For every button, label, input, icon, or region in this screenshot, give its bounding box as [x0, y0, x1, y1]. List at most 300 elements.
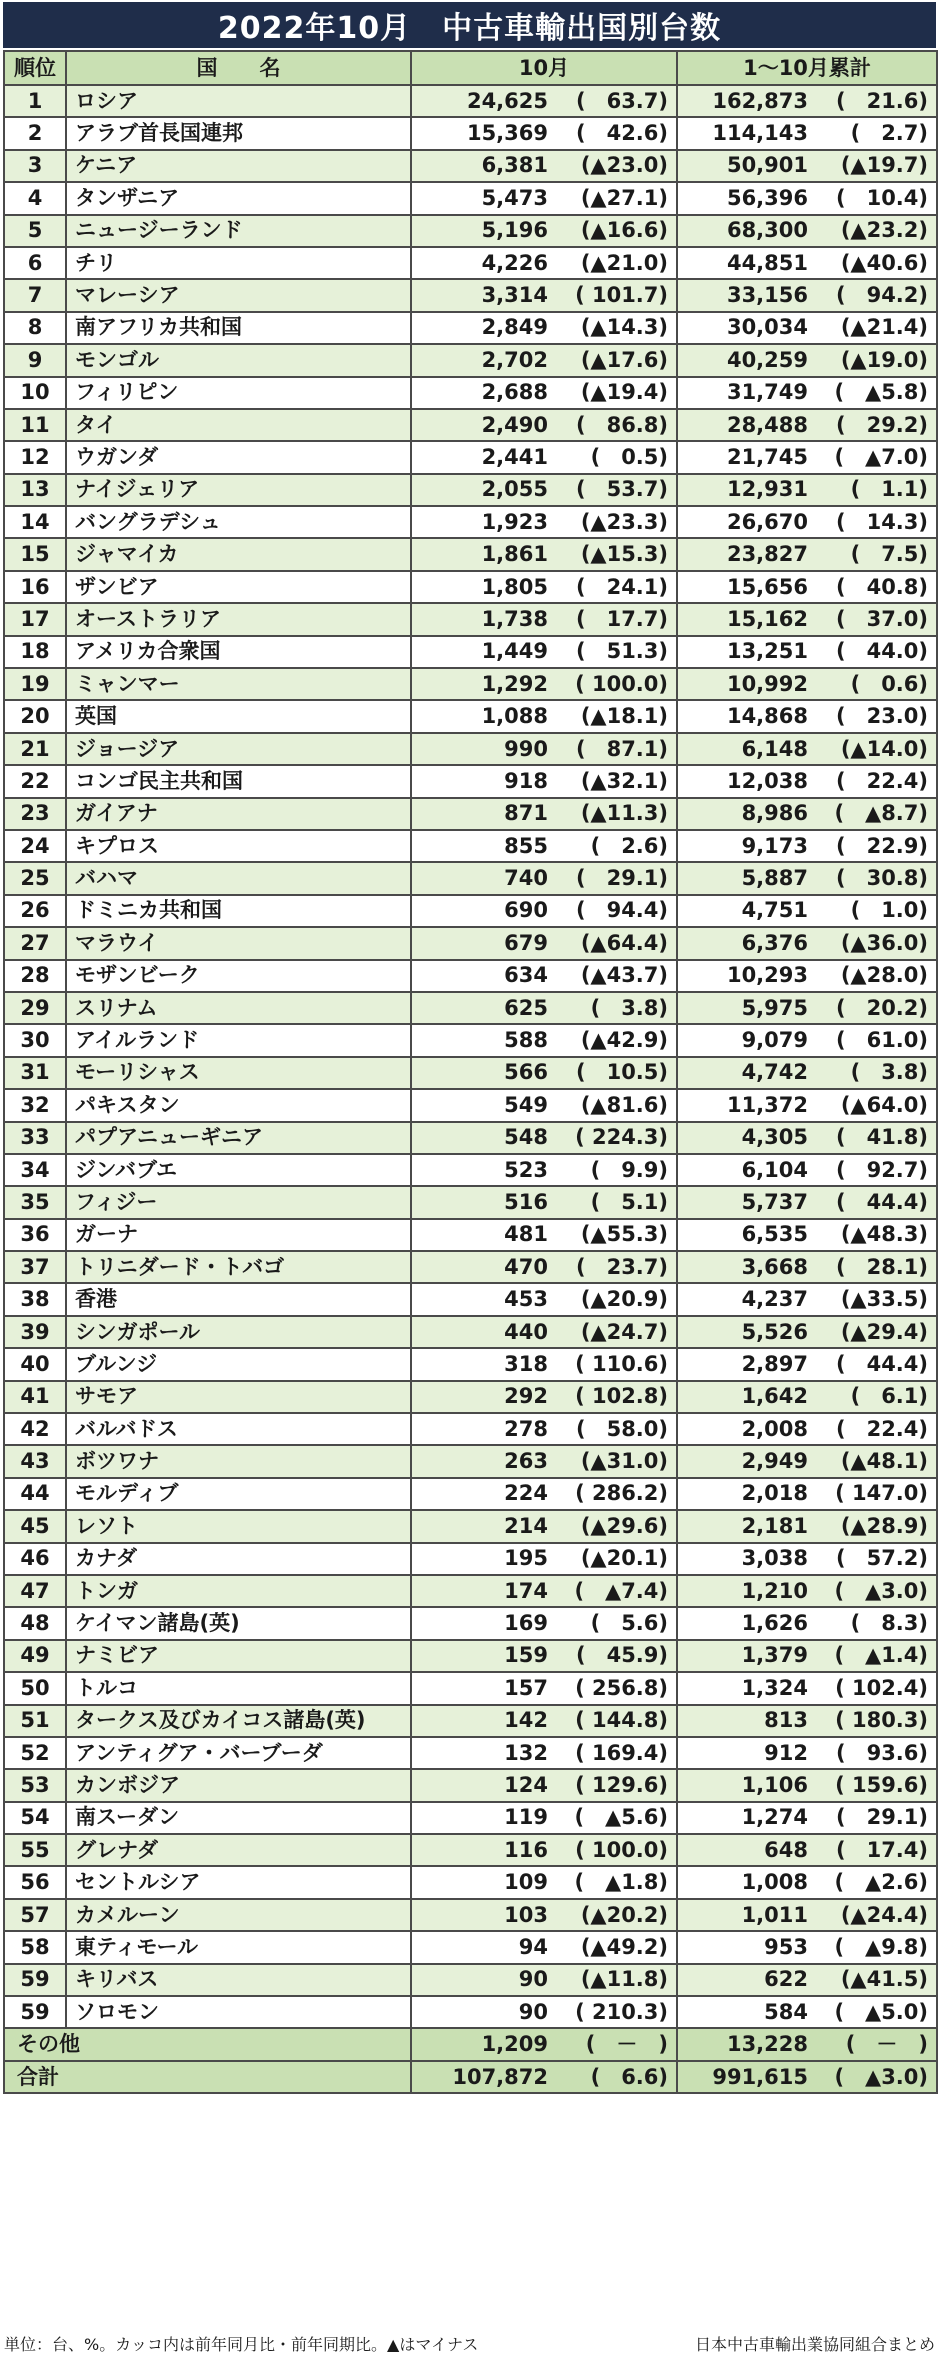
country-cell: ジンバブエ [66, 1154, 411, 1186]
country-cell: ジョージア [66, 733, 411, 765]
month-change: (▲19.4) [580, 380, 668, 405]
header-country: 国 名 [66, 51, 411, 85]
rank-cell: 54 [4, 1802, 66, 1834]
country-cell: ガイアナ [66, 798, 411, 830]
month-change: (▲64.4) [580, 930, 668, 955]
country-cell: フィリピン [66, 377, 411, 409]
month-value: 2,702 [481, 347, 548, 372]
ytd-change: ( 57.2) [835, 1546, 928, 1571]
ytd-change: (▲19.0) [840, 347, 928, 372]
month-change: ( 29.1) [575, 866, 668, 891]
ytd-change: (▲64.0) [840, 1092, 928, 1117]
rank-cell: 47 [4, 1575, 66, 1607]
ytd-value: 162,873 [712, 88, 808, 113]
month-value: 740 [504, 866, 548, 891]
country-cell: チリ [66, 247, 411, 279]
month-cell [411, 150, 677, 182]
rank-cell: 18 [4, 636, 66, 668]
month-value: 103 [504, 1902, 548, 1927]
table-row [4, 571, 937, 603]
export-ranking-table [3, 50, 938, 2094]
month-cell [411, 1672, 677, 1704]
ytd-change: ( 2.7) [850, 121, 928, 146]
ytd-cell [677, 117, 937, 149]
rank-cell: 22 [4, 765, 66, 797]
month-cell [411, 538, 677, 570]
month-change: ( 58.0) [575, 1416, 668, 1441]
ytd-change: ( 1.1) [850, 477, 928, 502]
month-value: 690 [504, 898, 548, 923]
month-cell [411, 441, 677, 473]
ytd-value: 44,851 [726, 250, 808, 275]
ytd-value: 912 [764, 1740, 808, 1765]
month-change: (▲32.1) [580, 768, 668, 793]
rank-cell: 53 [4, 1769, 66, 1801]
ytd-value: 953 [764, 1934, 808, 1959]
ytd-value: 1,642 [741, 1384, 808, 1409]
month-cell [411, 830, 677, 862]
ytd-value: 28,488 [726, 412, 808, 437]
month-change: ( 53.7) [575, 477, 668, 502]
month-cell [411, 1607, 677, 1639]
footer [4, 2332, 935, 2354]
country-cell: ブルンジ [66, 1348, 411, 1380]
table-row [4, 992, 937, 1024]
month-cell [411, 1478, 677, 1510]
month-value: 124 [504, 1773, 548, 1797]
ytd-value: 6,376 [741, 930, 808, 955]
rank-cell: 41 [4, 1381, 66, 1413]
ytd-cell [677, 506, 937, 538]
rank-cell: 37 [4, 1251, 66, 1283]
rank-cell: 32 [4, 1089, 66, 1121]
ytd-change: (▲29.4) [840, 1319, 928, 1344]
month-cell [411, 506, 677, 538]
month-value: 1,738 [481, 606, 548, 631]
country-cell: カメルーン [66, 1899, 411, 1931]
ytd-change: (▲48.1) [840, 1449, 928, 1474]
rank-cell: 46 [4, 1543, 66, 1575]
ytd-value: 584 [764, 1999, 808, 2024]
ytd-cell [677, 1543, 937, 1575]
table-row [4, 1024, 937, 1056]
page-title: 2022年10月 中古車輸出国別台数 [3, 2, 936, 48]
month-value: 1,861 [481, 542, 548, 567]
ytd-change: ( 22.4) [835, 768, 928, 793]
month-value: 24,625 [466, 88, 548, 113]
rank-cell: 23 [4, 798, 66, 830]
country-cell: オーストラリア [66, 603, 411, 635]
ytd-cell [677, 441, 937, 473]
ytd-value: 3,038 [741, 1546, 808, 1571]
month-change: (▲31.0) [580, 1449, 668, 1474]
month-value: 174 [504, 1578, 548, 1603]
month-change: ( 86.8) [575, 412, 668, 437]
month-cell [411, 1154, 677, 1186]
ytd-cell [677, 1154, 937, 1186]
month-value: 90 [518, 1967, 548, 1992]
table-row [4, 215, 937, 247]
country-cell: カナダ [66, 1543, 411, 1575]
ytd-cell [677, 1899, 937, 1931]
table-row [4, 506, 937, 538]
table-row [4, 1672, 937, 1704]
ytd-change: ( 61.0) [835, 1028, 928, 1053]
table-row [4, 1445, 937, 1477]
total-month-value: 107,872 [452, 2064, 548, 2089]
month-value: 1,805 [481, 574, 548, 599]
ytd-value: 9,079 [741, 1028, 808, 1053]
ytd-cell [677, 279, 937, 311]
month-cell [411, 1413, 677, 1445]
ytd-value: 15,162 [726, 606, 808, 631]
rank-cell: 3 [4, 150, 66, 182]
ytd-value: 648 [764, 1837, 808, 1862]
month-change: (▲16.6) [580, 218, 668, 243]
month-cell [411, 215, 677, 247]
ytd-change: ( 10.4) [835, 185, 928, 210]
rank-cell: 4 [4, 182, 66, 214]
rank-cell: 19 [4, 668, 66, 700]
month-value: 523 [504, 1157, 548, 1182]
month-value: 1,923 [481, 509, 548, 534]
country-cell: アンティグア・バーブーダ [66, 1737, 411, 1769]
month-cell [411, 862, 677, 894]
ytd-value: 33,156 [726, 283, 808, 308]
month-value: 918 [504, 768, 548, 793]
ytd-change: ( 22.9) [835, 833, 928, 858]
month-value: 625 [504, 995, 548, 1020]
month-change: ( 0.5) [590, 444, 668, 469]
table-row [4, 1510, 937, 1542]
ytd-cell [677, 571, 937, 603]
month-value: 440 [504, 1319, 548, 1344]
ytd-cell [677, 1348, 937, 1380]
month-change: ( 101.7) [575, 283, 668, 308]
ytd-value: 5,737 [741, 1189, 808, 1214]
rank-cell: 42 [4, 1413, 66, 1445]
ytd-cell [677, 1186, 937, 1218]
ytd-change: ( 159.6) [835, 1773, 928, 1797]
month-cell [411, 247, 677, 279]
country-cell: 南スーダン [66, 1802, 411, 1834]
ytd-value: 5,526 [741, 1319, 808, 1344]
month-change: ( 129.6) [575, 1773, 668, 1797]
rank-cell: 5 [4, 215, 66, 247]
table-row [4, 1931, 937, 1963]
ytd-change: ( 92.7) [835, 1157, 928, 1182]
month-value: 1,292 [481, 671, 548, 696]
rank-cell: 43 [4, 1445, 66, 1477]
month-change: (▲18.1) [580, 704, 668, 729]
ytd-change: (▲21.4) [840, 315, 928, 340]
month-value: 90 [518, 1999, 548, 2024]
month-value: 195 [504, 1546, 548, 1571]
ytd-change: ( 180.3) [835, 1708, 928, 1733]
ytd-value: 40,259 [726, 347, 808, 372]
month-cell [411, 765, 677, 797]
country-cell: パプアニューギニア [66, 1122, 411, 1154]
ytd-value: 26,670 [726, 509, 808, 534]
ytd-value: 12,038 [726, 768, 808, 793]
rank-cell: 26 [4, 895, 66, 927]
ytd-cell [677, 765, 937, 797]
ytd-value: 50,901 [726, 153, 808, 178]
rank-cell: 59 [4, 1996, 66, 2028]
others-month-cell [411, 2028, 677, 2060]
month-change: ( 169.4) [575, 1740, 668, 1765]
ytd-cell [677, 733, 937, 765]
ytd-cell [677, 1769, 937, 1801]
ytd-change: ( 44.4) [835, 1189, 928, 1214]
country-cell: 東ティモール [66, 1931, 411, 1963]
ytd-value: 6,535 [741, 1222, 808, 1247]
total-month-cell [411, 2061, 677, 2093]
ytd-value: 6,148 [741, 736, 808, 761]
ytd-cell [677, 1672, 937, 1704]
rank-cell: 50 [4, 1672, 66, 1704]
month-change: ( 63.7) [575, 88, 668, 113]
table-row [4, 150, 937, 182]
ytd-change: ( 28.1) [835, 1254, 928, 1279]
ytd-cell [677, 1251, 937, 1283]
rank-cell: 33 [4, 1122, 66, 1154]
ytd-change: (▲24.4) [840, 1902, 928, 1927]
month-value: 278 [504, 1416, 548, 1441]
ytd-value: 1,324 [741, 1675, 808, 1700]
ytd-change: ( 37.0) [835, 606, 928, 631]
rank-cell: 52 [4, 1737, 66, 1769]
month-cell [411, 603, 677, 635]
ytd-cell [677, 1122, 937, 1154]
table-row [4, 1381, 937, 1413]
month-value: 2,688 [481, 380, 548, 405]
month-change: (▲42.9) [580, 1028, 668, 1053]
ytd-change: ( ▲2.6) [834, 1870, 928, 1895]
month-cell [411, 1510, 677, 1542]
month-value: 516 [504, 1189, 548, 1214]
month-cell [411, 1219, 677, 1251]
ytd-change: ( 8.3) [850, 1611, 928, 1636]
country-cell: ニュージーランド [66, 215, 411, 247]
rank-cell: 44 [4, 1478, 66, 1510]
country-cell: ソロモン [66, 1996, 411, 2028]
rank-cell: 31 [4, 1057, 66, 1089]
ytd-change: ( 0.6) [850, 671, 928, 696]
month-change: ( ▲5.6) [574, 1805, 668, 1830]
month-value: 2,441 [481, 444, 548, 469]
month-cell [411, 1964, 677, 1996]
country-cell: ウガンダ [66, 441, 411, 473]
ytd-change: ( ▲5.8) [834, 380, 928, 405]
month-value: 15,369 [466, 121, 548, 146]
table-row [4, 1089, 937, 1121]
ytd-change: ( 23.0) [835, 704, 928, 729]
ytd-value: 5,975 [741, 995, 808, 1020]
country-cell: ナイジェリア [66, 474, 411, 506]
month-change: (▲29.6) [580, 1513, 668, 1538]
ytd-change: ( ▲7.0) [834, 444, 928, 469]
ytd-value: 813 [764, 1708, 808, 1733]
ytd-value: 3,668 [741, 1254, 808, 1279]
month-value: 453 [504, 1287, 548, 1312]
ytd-cell [677, 992, 937, 1024]
month-change: ( 9.9) [590, 1157, 668, 1182]
country-cell: モザンビーク [66, 960, 411, 992]
month-cell [411, 1931, 677, 1963]
month-change: (▲23.0) [580, 153, 668, 178]
country-cell: タンザニア [66, 182, 411, 214]
total-ytd-change: ( ▲3.0) [834, 2064, 928, 2089]
country-cell: モーリシャス [66, 1057, 411, 1089]
table-row [4, 247, 937, 279]
ytd-change: (▲41.5) [840, 1967, 928, 1992]
month-value: 1,449 [481, 639, 548, 664]
month-change: (▲43.7) [580, 963, 668, 988]
ytd-change: ( 21.6) [835, 88, 928, 113]
country-cell: モンゴル [66, 344, 411, 376]
month-value: 2,055 [481, 477, 548, 502]
country-cell: ガーナ [66, 1219, 411, 1251]
table-body [4, 85, 937, 2093]
month-change: ( 256.8) [575, 1675, 668, 1700]
month-change: ( ▲7.4) [574, 1578, 668, 1603]
month-value: 2,849 [481, 315, 548, 340]
month-change: (▲20.9) [580, 1287, 668, 1312]
country-cell: グレナダ [66, 1834, 411, 1866]
month-cell [411, 798, 677, 830]
rank-cell: 1 [4, 85, 66, 117]
ytd-cell [677, 1802, 937, 1834]
table-row [4, 1543, 937, 1575]
month-value: 159 [504, 1643, 548, 1668]
ytd-value: 1,106 [741, 1773, 808, 1797]
ytd-value: 56,396 [726, 185, 808, 210]
others-month-value: 1,209 [481, 2032, 548, 2057]
rank-cell: 28 [4, 960, 66, 992]
ytd-cell [677, 1510, 937, 1542]
ytd-cell [677, 700, 937, 732]
month-value: 214 [504, 1513, 548, 1538]
country-cell: トリニダード・トバゴ [66, 1251, 411, 1283]
rank-cell: 2 [4, 117, 66, 149]
table-row [4, 182, 937, 214]
month-cell [411, 1283, 677, 1315]
table-row [4, 1899, 937, 1931]
month-value: 157 [504, 1675, 548, 1700]
month-change: ( 94.4) [575, 898, 668, 923]
table-row [4, 1057, 937, 1089]
month-value: 588 [504, 1028, 548, 1053]
table-row [4, 798, 937, 830]
ytd-change: ( ▲5.0) [834, 1999, 928, 2024]
rank-cell: 58 [4, 1931, 66, 1963]
ytd-cell [677, 538, 937, 570]
total-row [4, 2061, 937, 2093]
ytd-change: (▲36.0) [840, 930, 928, 955]
country-cell: アラブ首長国連邦 [66, 117, 411, 149]
table-row [4, 862, 937, 894]
ytd-value: 2,181 [741, 1513, 808, 1538]
ytd-change: ( 20.2) [835, 995, 928, 1020]
total-label: 合計 [4, 2061, 411, 2093]
ytd-change: ( 44.0) [835, 639, 928, 664]
table-row [4, 279, 937, 311]
month-cell [411, 1024, 677, 1056]
country-cell: サモア [66, 1381, 411, 1413]
ytd-cell [677, 1640, 937, 1672]
table-row [4, 830, 937, 862]
ytd-change: ( 102.4) [835, 1675, 928, 1700]
month-cell [411, 1122, 677, 1154]
table-row [4, 1122, 937, 1154]
country-cell: ドミニカ共和国 [66, 895, 411, 927]
month-cell [411, 1640, 677, 1672]
month-cell [411, 344, 677, 376]
rank-cell: 16 [4, 571, 66, 603]
ytd-value: 21,745 [726, 444, 808, 469]
ytd-cell [677, 1737, 937, 1769]
month-cell [411, 992, 677, 1024]
table-row [4, 1769, 937, 1801]
table-row [4, 927, 937, 959]
rank-cell: 55 [4, 1834, 66, 1866]
ytd-cell [677, 1866, 937, 1898]
month-change: ( 51.3) [575, 639, 668, 664]
month-cell [411, 312, 677, 344]
ytd-change: (▲19.7) [840, 153, 928, 178]
table-row [4, 1737, 937, 1769]
ytd-value: 11,372 [726, 1092, 808, 1117]
ytd-value: 8,986 [741, 801, 808, 826]
month-value: 292 [504, 1384, 548, 1409]
table-row [4, 377, 937, 409]
rank-cell: 7 [4, 279, 66, 311]
ytd-cell [677, 1413, 937, 1445]
month-change: (▲49.2) [580, 1934, 668, 1959]
month-value: 5,196 [481, 218, 548, 243]
month-change: ( ▲1.8) [574, 1870, 668, 1895]
rank-cell: 25 [4, 862, 66, 894]
ytd-cell [677, 1834, 937, 1866]
month-change: ( 2.6) [590, 833, 668, 858]
table-row [4, 1219, 937, 1251]
ytd-value: 2,897 [741, 1351, 808, 1376]
month-cell [411, 1381, 677, 1413]
month-cell [411, 927, 677, 959]
others-row [4, 2028, 937, 2060]
month-cell [411, 636, 677, 668]
ytd-cell [677, 927, 937, 959]
footer-source: 日本中古車輸出業協同組合まとめ [694, 2334, 935, 2354]
ytd-value: 2,018 [741, 1481, 808, 1506]
ytd-change: ( ▲1.4) [834, 1643, 928, 1668]
ytd-cell [677, 1705, 937, 1737]
rank-cell: 45 [4, 1510, 66, 1542]
ytd-cell [677, 1964, 937, 1996]
month-value: 481 [504, 1222, 548, 1247]
footer-note: 単位：台、%。カッコ内は前年同月比・前年同期比。▲はマイナス [4, 2334, 479, 2354]
month-cell [411, 700, 677, 732]
month-value: 549 [504, 1092, 548, 1117]
ytd-value: 4,237 [741, 1287, 808, 1312]
country-cell: バルバドス [66, 1413, 411, 1445]
table-row [4, 765, 937, 797]
month-cell [411, 1769, 677, 1801]
rank-cell: 48 [4, 1607, 66, 1639]
month-value: 119 [504, 1805, 548, 1830]
country-cell: トンガ [66, 1575, 411, 1607]
